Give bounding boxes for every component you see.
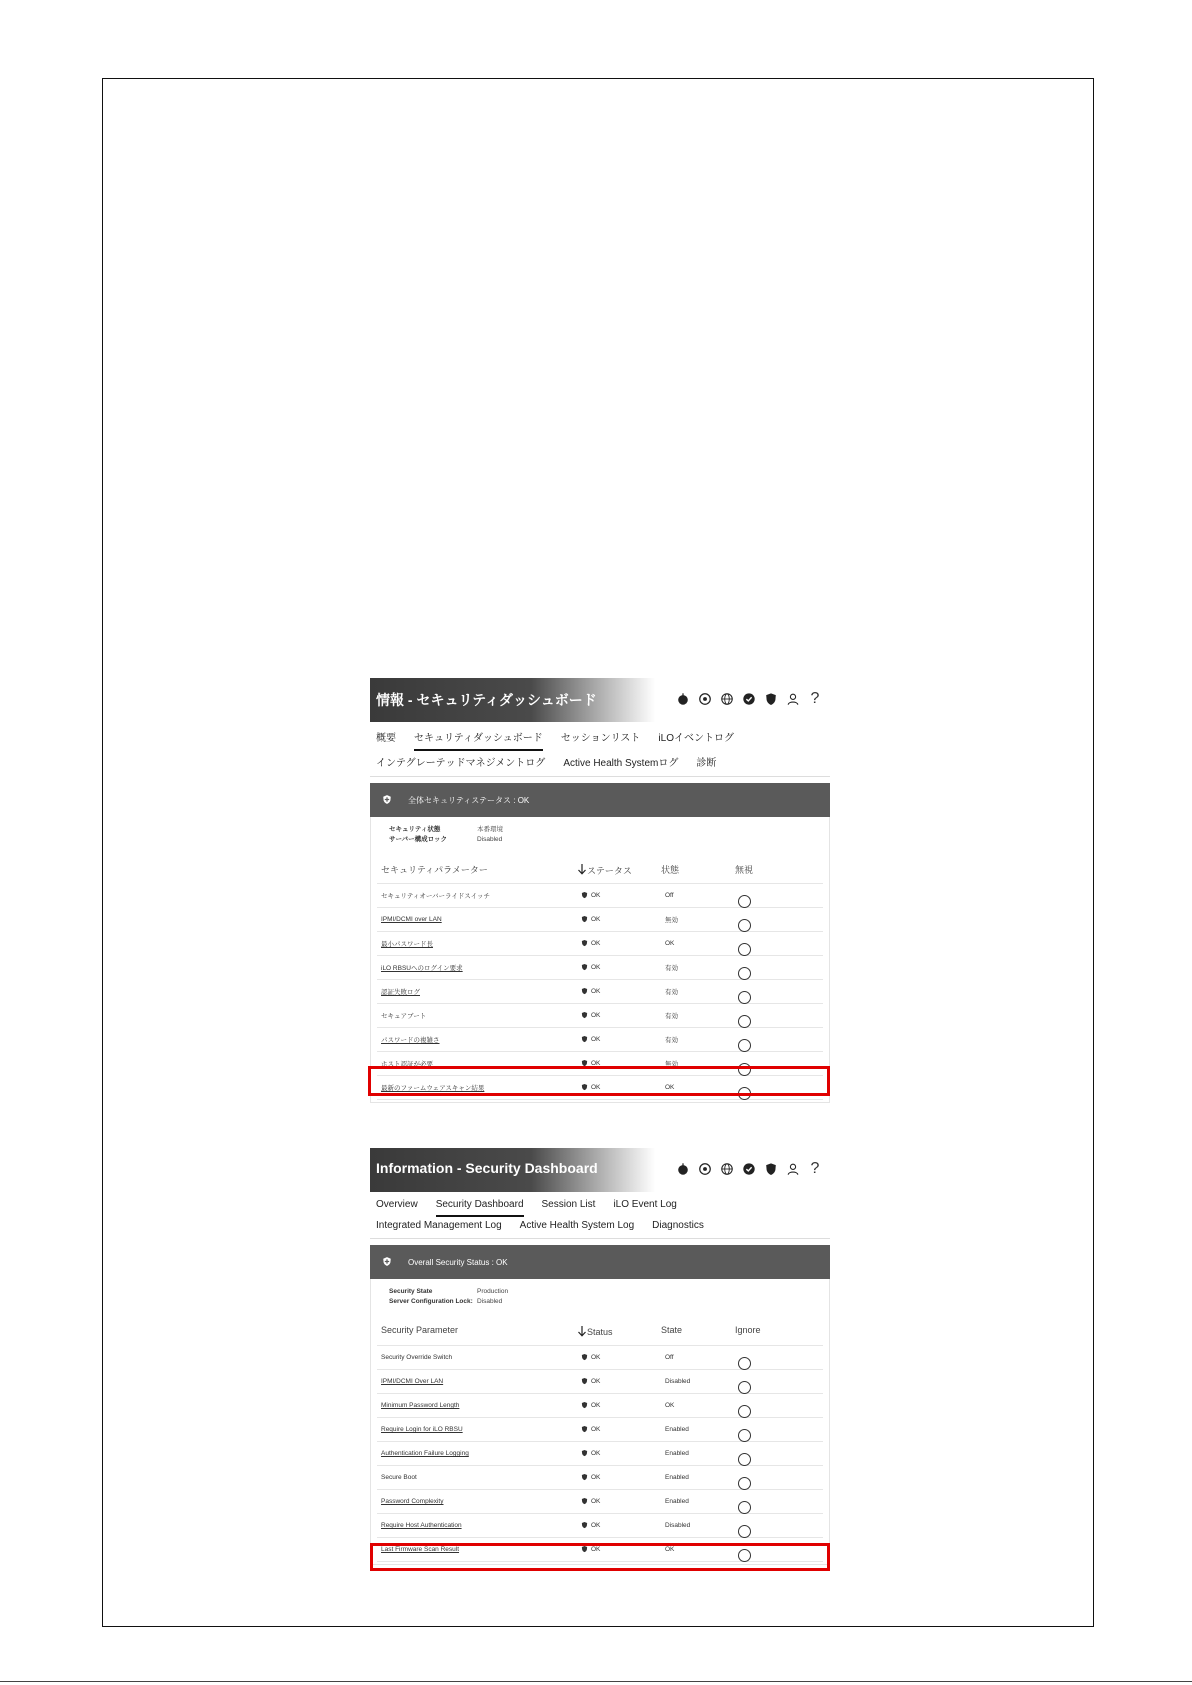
ok-shield-icon bbox=[581, 987, 588, 997]
tab-5[interactable]: Active Health Systemログ bbox=[563, 758, 679, 769]
toggle-knob bbox=[738, 991, 751, 1004]
info-value: Disabled bbox=[477, 1298, 503, 1305]
ok-shield-icon bbox=[581, 1377, 588, 1387]
toggle-knob bbox=[738, 919, 751, 932]
parameter-name: Security Override Switch bbox=[381, 1354, 453, 1361]
globe-icon[interactable] bbox=[716, 1158, 738, 1180]
col-header-state[interactable]: 状態 bbox=[661, 865, 680, 875]
shield-plus-icon bbox=[382, 794, 392, 807]
col-header-ignore: 無視 bbox=[735, 865, 754, 875]
state-value: 有効 bbox=[665, 1013, 678, 1020]
check-icon[interactable] bbox=[738, 688, 760, 710]
tabs-divider bbox=[370, 1238, 830, 1239]
state-value: Off bbox=[665, 892, 674, 899]
ok-shield-icon bbox=[581, 915, 588, 925]
status-value: OK bbox=[591, 1378, 601, 1385]
status-cell bbox=[577, 963, 665, 973]
tab-4[interactable]: Integrated Management Log bbox=[376, 1220, 502, 1231]
parameter-name[interactable]: IPMI/DCMI Over LAN bbox=[381, 1378, 444, 1385]
tab-2[interactable]: セッションリスト bbox=[560, 733, 641, 744]
status-value: OK bbox=[591, 1426, 601, 1433]
state-value: OK bbox=[665, 1084, 675, 1091]
health-icon[interactable] bbox=[672, 1158, 694, 1180]
parameter-name[interactable]: Require Login for iLO RBSU bbox=[381, 1426, 463, 1433]
sort-down-icon[interactable] bbox=[577, 863, 587, 877]
toggle-knob bbox=[738, 1405, 751, 1418]
status-cell bbox=[577, 1011, 665, 1021]
status-cell bbox=[577, 1353, 665, 1363]
state-value: 無効 bbox=[665, 1061, 678, 1068]
table-row bbox=[377, 1490, 823, 1514]
state-value: Enabled bbox=[665, 1426, 689, 1433]
security-dashboard-panel-en bbox=[370, 1148, 830, 1565]
tab-0[interactable]: Overview bbox=[376, 1199, 418, 1210]
table-row bbox=[377, 884, 823, 908]
bottom-rule bbox=[0, 1681, 1192, 1682]
status-value: OK bbox=[591, 1402, 601, 1409]
user-icon[interactable] bbox=[782, 688, 804, 710]
info-row bbox=[377, 835, 823, 845]
table-row bbox=[377, 908, 823, 932]
ok-shield-icon bbox=[581, 1035, 588, 1045]
info-value: Production bbox=[477, 1288, 509, 1295]
tab-0[interactable]: 概要 bbox=[376, 733, 396, 744]
parameter-name[interactable]: Require Host Authentication bbox=[381, 1522, 462, 1529]
ok-shield-icon bbox=[581, 1497, 588, 1507]
toggle-knob bbox=[738, 1039, 751, 1052]
panel-header bbox=[370, 1148, 830, 1192]
sort-down-icon[interactable] bbox=[577, 1325, 587, 1339]
parameter-name: セキュアブート bbox=[381, 1013, 427, 1020]
info-key: サーバー構成ロック bbox=[389, 836, 448, 843]
state-value: Off bbox=[665, 1354, 674, 1361]
header-icons bbox=[672, 688, 826, 710]
info-row bbox=[377, 1297, 823, 1307]
ok-shield-icon bbox=[581, 939, 588, 949]
parameter-name[interactable]: Last Firmware Scan Result bbox=[381, 1546, 460, 1553]
state-value: 無効 bbox=[665, 917, 678, 924]
table-row bbox=[377, 980, 823, 1004]
toggle-knob bbox=[738, 1501, 751, 1514]
tab-2[interactable]: Session List bbox=[541, 1199, 596, 1210]
status-cell bbox=[577, 1497, 665, 1507]
toggle-knob bbox=[738, 1015, 751, 1028]
table-row bbox=[377, 1514, 823, 1538]
globe-icon[interactable] bbox=[716, 688, 738, 710]
page-title: 情報 - セキュリティダッシュボード bbox=[376, 692, 597, 708]
table-row bbox=[377, 1028, 823, 1052]
header-icons bbox=[672, 1158, 826, 1180]
shield-plus-icon bbox=[382, 1256, 392, 1269]
col-header-state[interactable]: State bbox=[661, 1325, 683, 1335]
ok-shield-icon bbox=[581, 1425, 588, 1435]
parameter-name[interactable]: 認証失敗ログ bbox=[381, 989, 420, 996]
status-cell bbox=[577, 1035, 665, 1045]
tab-bar bbox=[370, 1192, 830, 1236]
state-value: Disabled bbox=[665, 1378, 691, 1385]
status-value: OK bbox=[591, 1498, 601, 1505]
col-header-parameter[interactable]: Security Parameter bbox=[381, 1325, 459, 1335]
toggle-knob bbox=[738, 1477, 751, 1490]
col-header-status-label: ステータス bbox=[587, 865, 632, 876]
state-value: Disabled bbox=[665, 1522, 691, 1529]
locate-icon[interactable] bbox=[694, 688, 716, 710]
tab-bar bbox=[370, 722, 830, 774]
table-row bbox=[377, 956, 823, 980]
status-value: OK bbox=[591, 1450, 601, 1457]
tab-1[interactable]: Security Dashboard bbox=[436, 1196, 524, 1217]
state-value: Enabled bbox=[665, 1450, 689, 1457]
parameter-name[interactable]: Password Complexity bbox=[381, 1498, 444, 1505]
shield-icon[interactable] bbox=[760, 688, 782, 710]
info-row bbox=[377, 825, 823, 835]
ok-shield-icon bbox=[581, 1449, 588, 1459]
col-header-status[interactable] bbox=[577, 863, 661, 877]
status-value: OK bbox=[591, 1474, 601, 1481]
status-cell bbox=[577, 1425, 665, 1435]
table-row bbox=[377, 1370, 823, 1394]
overall-status-text: Overall Security Status : OK bbox=[408, 1257, 508, 1267]
tab-1[interactable]: セキュリティダッシュボード bbox=[414, 726, 543, 751]
toggle-knob bbox=[738, 895, 751, 908]
info-value: 本番環境 bbox=[477, 826, 503, 833]
info-key: Server Configuration Lock: bbox=[389, 1298, 473, 1305]
col-header-status-label: Status bbox=[587, 1327, 613, 1337]
parameter-name[interactable]: IPMI/DCMI over LAN bbox=[381, 916, 442, 923]
overall-status-text: 全体セキュリティステータス : OK bbox=[408, 795, 530, 805]
table-header bbox=[377, 859, 823, 884]
security-dashboard-panel-ja bbox=[370, 678, 830, 1103]
table-row bbox=[377, 932, 823, 956]
tab-3[interactable]: iLO Event Log bbox=[613, 1199, 677, 1210]
status-value: OK bbox=[591, 916, 601, 923]
status-cell bbox=[577, 1401, 665, 1411]
info-key: Security State bbox=[389, 1288, 433, 1295]
col-header-parameter[interactable]: セキュリティパラメーター bbox=[381, 865, 488, 875]
parameter-name[interactable]: Authentication Failure Logging bbox=[381, 1450, 469, 1457]
locate-icon[interactable] bbox=[694, 1158, 716, 1180]
ok-shield-icon bbox=[581, 891, 588, 901]
table-row bbox=[377, 1466, 823, 1490]
status-value: OK bbox=[591, 1060, 601, 1067]
highlight-box-en bbox=[370, 1543, 830, 1571]
ok-shield-icon bbox=[581, 1011, 588, 1021]
tab-6[interactable]: 診断 bbox=[696, 758, 717, 769]
state-value: OK bbox=[665, 1402, 675, 1409]
table-row bbox=[377, 1394, 823, 1418]
parameter-name: Secure Boot bbox=[381, 1474, 417, 1481]
table-row bbox=[377, 1418, 823, 1442]
page-title: Information - Security Dashboard bbox=[376, 1160, 598, 1176]
state-value: Enabled bbox=[665, 1474, 689, 1481]
status-cell bbox=[577, 1449, 665, 1459]
overall-status-bar bbox=[370, 1245, 830, 1279]
status-cell bbox=[577, 939, 665, 949]
status-value: OK bbox=[591, 940, 601, 947]
state-value: Enabled bbox=[665, 1498, 689, 1505]
shield-icon[interactable] bbox=[760, 1158, 782, 1180]
state-value: OK bbox=[665, 1546, 675, 1553]
ok-shield-icon bbox=[581, 963, 588, 973]
tab-6[interactable]: Diagnostics bbox=[652, 1220, 704, 1231]
state-value: 有効 bbox=[665, 989, 678, 996]
status-value: OK bbox=[591, 1354, 601, 1361]
table-row bbox=[377, 1346, 823, 1370]
toggle-knob bbox=[738, 1357, 751, 1370]
parameter-name[interactable]: Minimum Password Length bbox=[381, 1402, 460, 1409]
status-cell bbox=[577, 987, 665, 997]
status-value: OK bbox=[591, 988, 601, 995]
table-row bbox=[377, 1442, 823, 1466]
toggle-knob bbox=[738, 1525, 751, 1538]
tab-5[interactable]: Active Health System Log bbox=[519, 1220, 635, 1231]
parameter-name[interactable]: 最新のファームウェアスキャン結果 bbox=[381, 1085, 485, 1092]
info-key: セキュリティ状態 bbox=[389, 826, 441, 833]
info-value: Disabled bbox=[477, 836, 503, 843]
table-header bbox=[377, 1321, 823, 1346]
table-row bbox=[377, 1004, 823, 1028]
status-cell bbox=[577, 1473, 665, 1483]
toggle-knob bbox=[738, 1381, 751, 1394]
col-header-status[interactable] bbox=[577, 1325, 661, 1339]
status-value: OK bbox=[591, 1084, 601, 1091]
toggle-knob bbox=[738, 1453, 751, 1466]
state-value: 有効 bbox=[665, 965, 678, 972]
toggle-knob bbox=[738, 943, 751, 956]
status-cell bbox=[577, 915, 665, 925]
status-value: OK bbox=[591, 1012, 601, 1019]
state-value: OK bbox=[665, 940, 675, 947]
status-cell bbox=[577, 891, 665, 901]
toggle-knob bbox=[738, 1429, 751, 1442]
health-icon[interactable] bbox=[672, 688, 694, 710]
status-body bbox=[370, 817, 830, 1103]
panel-header bbox=[370, 678, 830, 722]
tab-4[interactable]: インテグレーテッドマネジメントログ bbox=[376, 758, 546, 769]
state-value: 有効 bbox=[665, 1037, 678, 1044]
parameter-name: セキュリティオーバーライドスイッチ bbox=[381, 893, 491, 900]
ok-shield-icon bbox=[581, 1401, 588, 1411]
parameter-name[interactable]: 最小パスワード長 bbox=[381, 941, 433, 948]
parameter-name[interactable]: iLO RBSUへのログイン要求 bbox=[381, 965, 463, 972]
highlight-box-ja bbox=[368, 1066, 830, 1096]
tabs-divider bbox=[370, 776, 830, 777]
info-row bbox=[377, 1287, 823, 1297]
ok-shield-icon bbox=[581, 1353, 588, 1363]
status-value: OK bbox=[591, 964, 601, 971]
status-cell bbox=[577, 1521, 665, 1531]
status-value: OK bbox=[591, 892, 601, 899]
status-cell bbox=[577, 1377, 665, 1387]
ok-shield-icon bbox=[581, 1473, 588, 1483]
status-value: OK bbox=[591, 1546, 601, 1553]
help-icon[interactable]: ? bbox=[810, 1160, 820, 1177]
col-header-ignore: Ignore bbox=[735, 1325, 761, 1335]
ok-shield-icon bbox=[581, 1521, 588, 1531]
overall-status-bar bbox=[370, 783, 830, 817]
status-body bbox=[370, 1279, 830, 1565]
check-icon[interactable] bbox=[738, 1158, 760, 1180]
parameter-name[interactable]: ホスト認証が必要 bbox=[381, 1061, 433, 1068]
parameter-name[interactable]: パスワードの複雑さ bbox=[381, 1037, 440, 1044]
user-icon[interactable] bbox=[782, 1158, 804, 1180]
help-icon[interactable]: ? bbox=[810, 690, 820, 707]
tab-3[interactable]: iLOイベントログ bbox=[658, 733, 734, 744]
status-value: OK bbox=[591, 1522, 601, 1529]
status-value: OK bbox=[591, 1036, 601, 1043]
toggle-knob bbox=[738, 967, 751, 980]
